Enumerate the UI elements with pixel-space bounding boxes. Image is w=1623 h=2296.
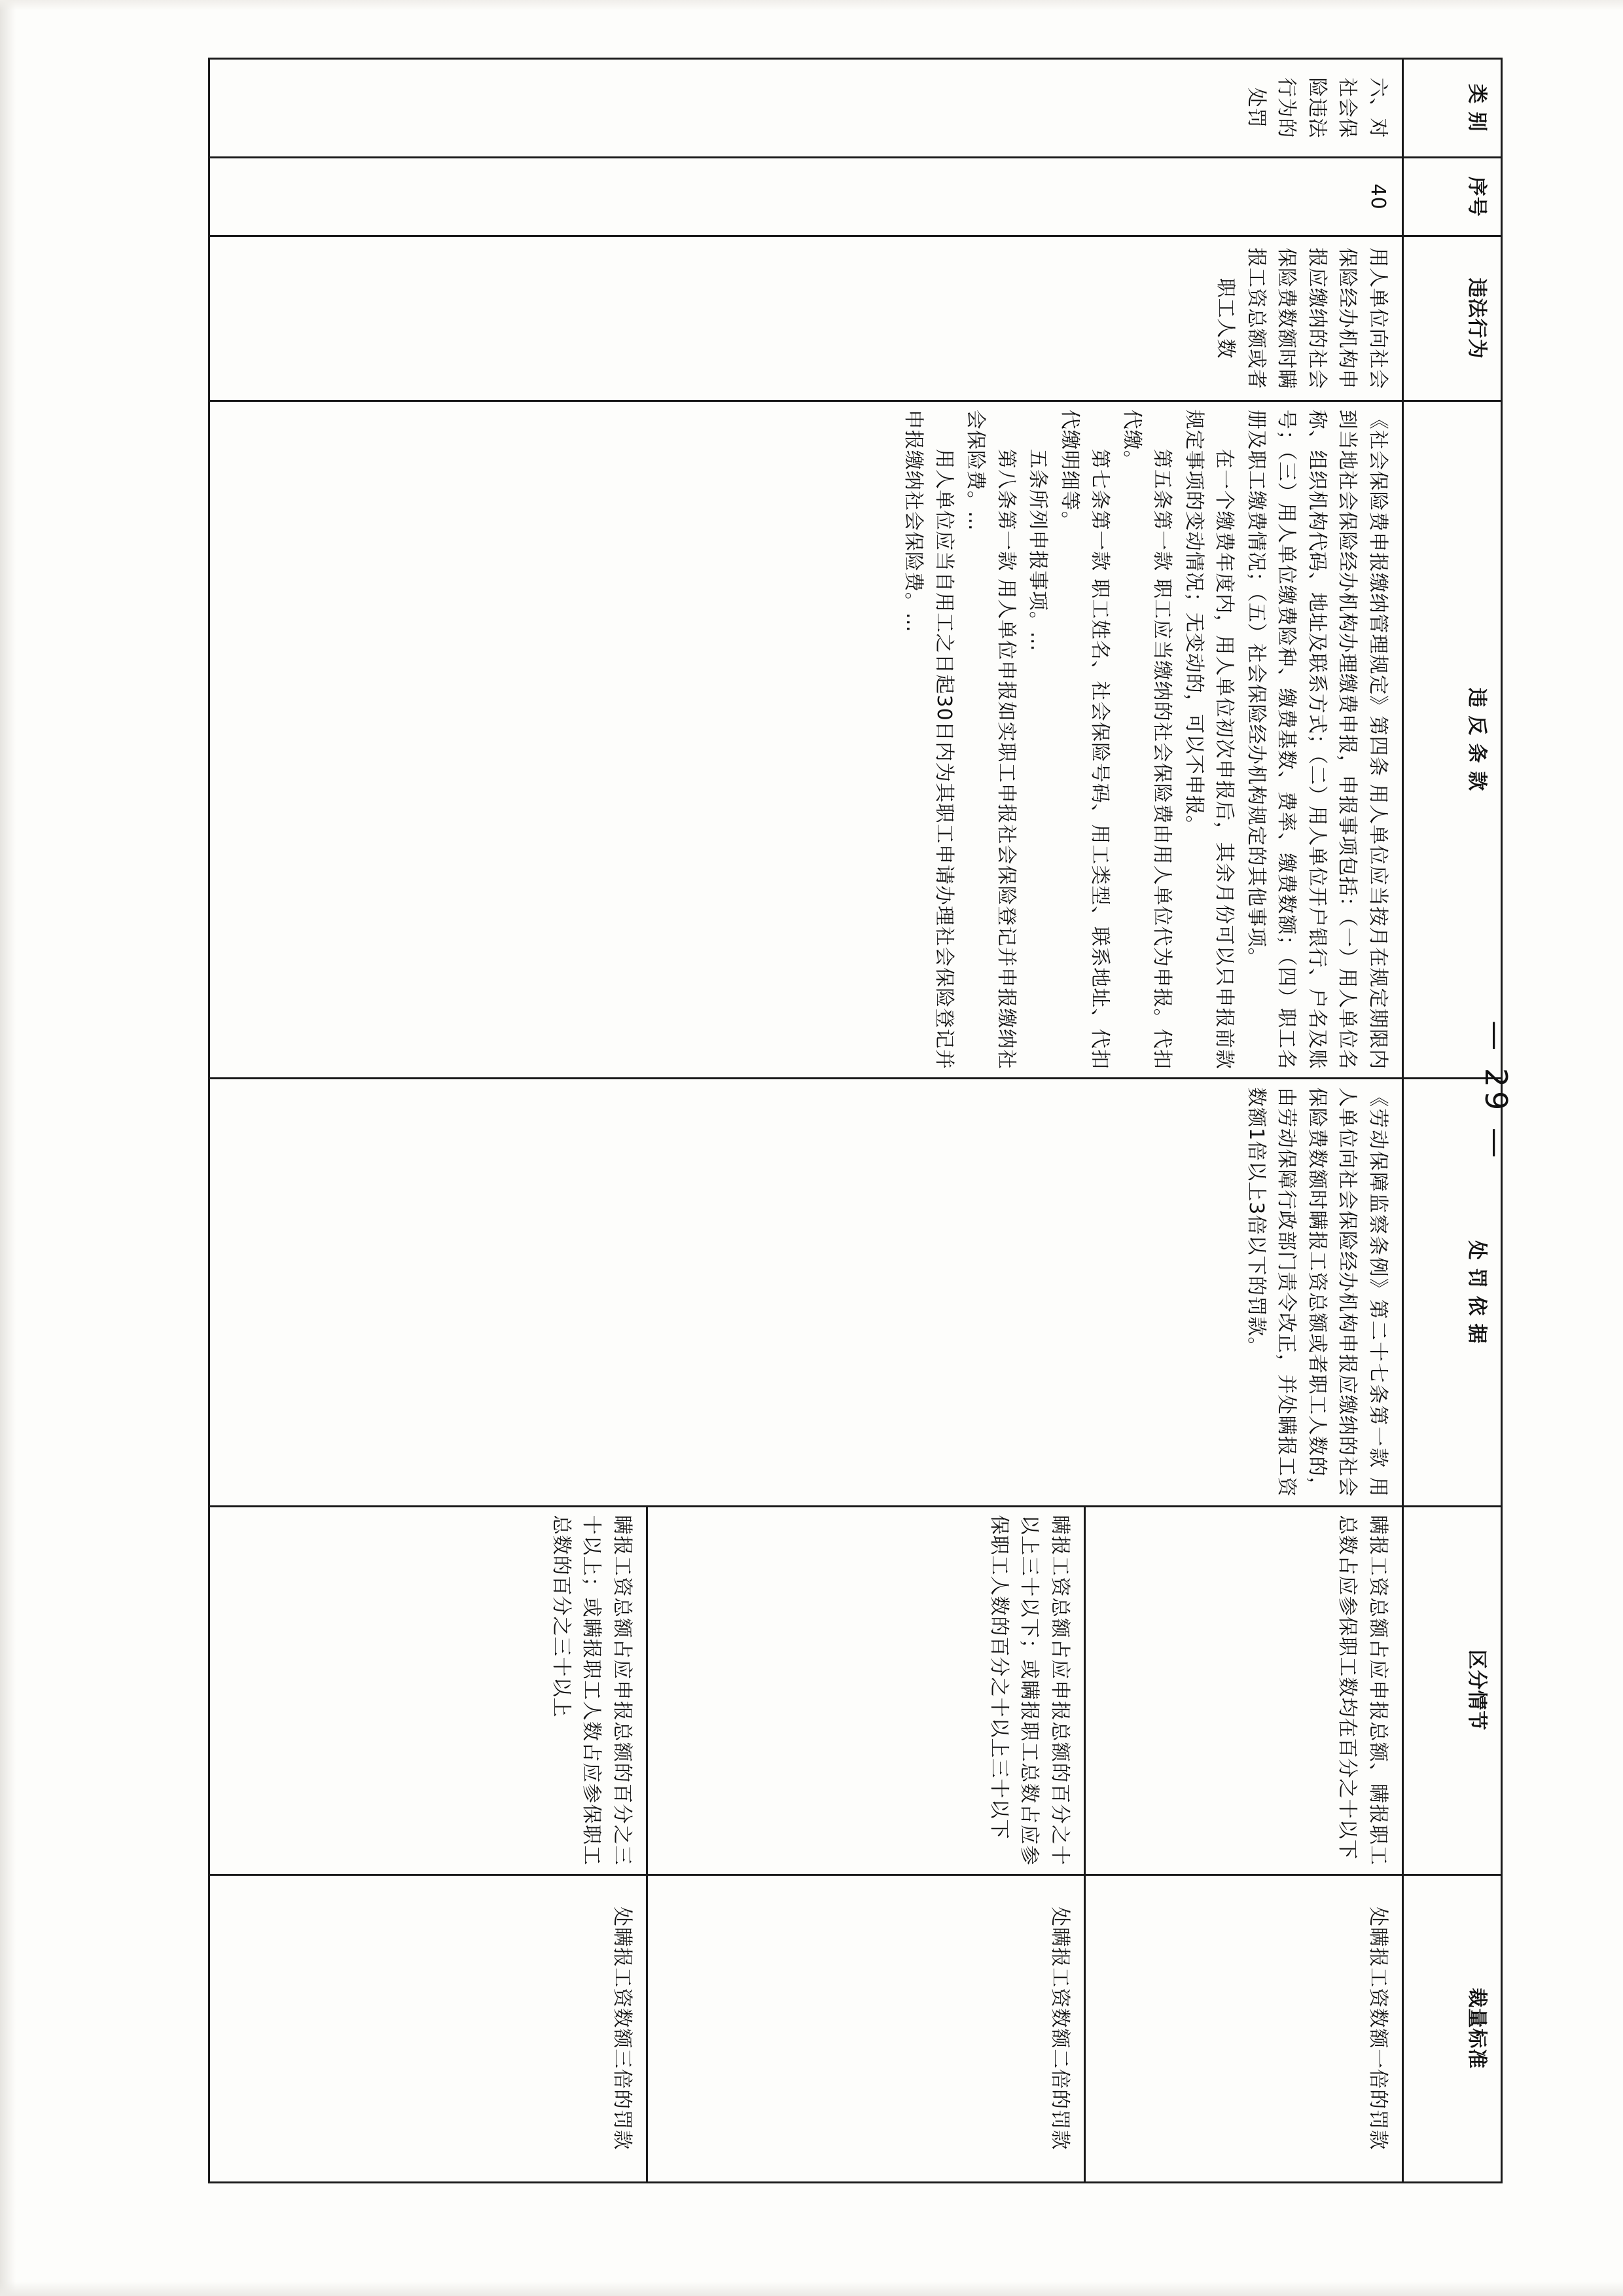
clause-paragraph: 第五条第一款 职工应当缴纳的社会保险费由用人单位代为申报。代扣代缴。 bbox=[1120, 409, 1174, 1070]
cell-penalty-basis bbox=[209, 1079, 1403, 1506]
cell-circumstance: 瞒报工资总额占应申报总额、瞒报职工总数占应参保职工数均在百分之十以下 bbox=[1084, 1506, 1402, 1874]
header-violated-clause: 违 反 条 款 bbox=[1403, 401, 1502, 1078]
page-number: — 29 — bbox=[1478, 1020, 1514, 1162]
cell-seq: 40 bbox=[209, 157, 1403, 236]
cell-standard: 处瞒报工资数额一倍的罚款 bbox=[1084, 1874, 1402, 2183]
cell-violated-clause bbox=[209, 401, 1403, 1078]
clause-paragraph: 在一个缴费年度内，用人单位初次申报后，其余月份可以只申报前款规定事项的变动情况；无变动的，可以不申报。 bbox=[1183, 409, 1236, 1070]
scan-edge-left bbox=[0, 0, 16, 2296]
cell-standard: 处瞒报工资数额三倍的罚款 bbox=[209, 1874, 647, 2183]
cell-standard: 处瞒报工资数额二倍的罚款 bbox=[647, 1874, 1084, 2183]
clause-paragraph: 第七条第一款 职工姓名、社会保险号码、用工类型、联系地址、代扣代缴明细等。 bbox=[1058, 409, 1112, 1070]
header-penalty-basis: 处 罚 依 据 bbox=[1403, 1079, 1502, 1506]
basis-paragraph: 《劳动保障监察条例》第二十七条第一款 用人单位向社会保险经办机构申报应缴纳的社会保险费数额时瞒报工资总额或者职工人数的，由劳动保障行政部门责令改正，并处瞒报工资数额1倍以上3倍以下的罚款。 bbox=[1245, 1087, 1389, 1498]
cell-circumstance: 瞒报工资总额占应申报总额的百分之三十以上；或瞒报职工人数占应参保职工总数的百分之三十以上 bbox=[209, 1506, 647, 1874]
clause-paragraph: 用人单位应当自用工之日起30日内为其职工申请办理社会保险登记并申报缴纳社会保险费。… bbox=[902, 409, 955, 1070]
cell-category: 六、对社会保险违法行为的处罚 bbox=[209, 59, 1403, 158]
cell-circumstance: 瞒报工资总额占应申报总额的百分之十以上三十以下；或瞒报职工总数占应参保职工人数的百分之十以上三十以下 bbox=[647, 1506, 1084, 1874]
table-row bbox=[1084, 59, 1402, 2183]
header-seq: 序号 bbox=[1403, 157, 1502, 236]
scan-edge-top bbox=[0, 0, 1623, 10]
penalty-discretion-table bbox=[208, 58, 1503, 2183]
rotated-table-wrapper bbox=[208, 58, 1503, 2183]
clause-paragraph: 五条所列申报事项。… bbox=[1026, 448, 1050, 652]
header-illegal-act: 违法行为 bbox=[1403, 236, 1502, 401]
clause-paragraph: 第八条第一款 用人单位申报如实职工申报社会保险登记并申报缴纳社会保险费。… bbox=[964, 409, 1018, 1070]
header-circumstances: 区分情节 bbox=[1403, 1506, 1502, 1874]
header-category: 类 别 bbox=[1403, 59, 1502, 158]
clause-paragraph: 《社会保险费申报缴纳管理规定》第四条 用人单位应当按月在规定期限内到当地社会保险经办机构办理缴费申报，申报事项包括：（一）用人单位名称、组织机构代码、地址及联系方式；（二）用人单位开户银行、户名及账号；（三）用人单位缴费险种、缴费基数、费率、缴费数额；（四）职工名册及职工缴费情况；（五）社会保险经办机构规定的其他事项。 bbox=[1245, 409, 1389, 1070]
header-discretion-standard: 裁量标准 bbox=[1403, 1874, 1502, 2183]
scan-edge-bottom bbox=[0, 2282, 1623, 2296]
cell-illegal-act: 用人单位向社会保险经办机构申报应缴纳的社会保险费数额时瞒报工资总额或者职工人数 bbox=[209, 236, 1403, 401]
